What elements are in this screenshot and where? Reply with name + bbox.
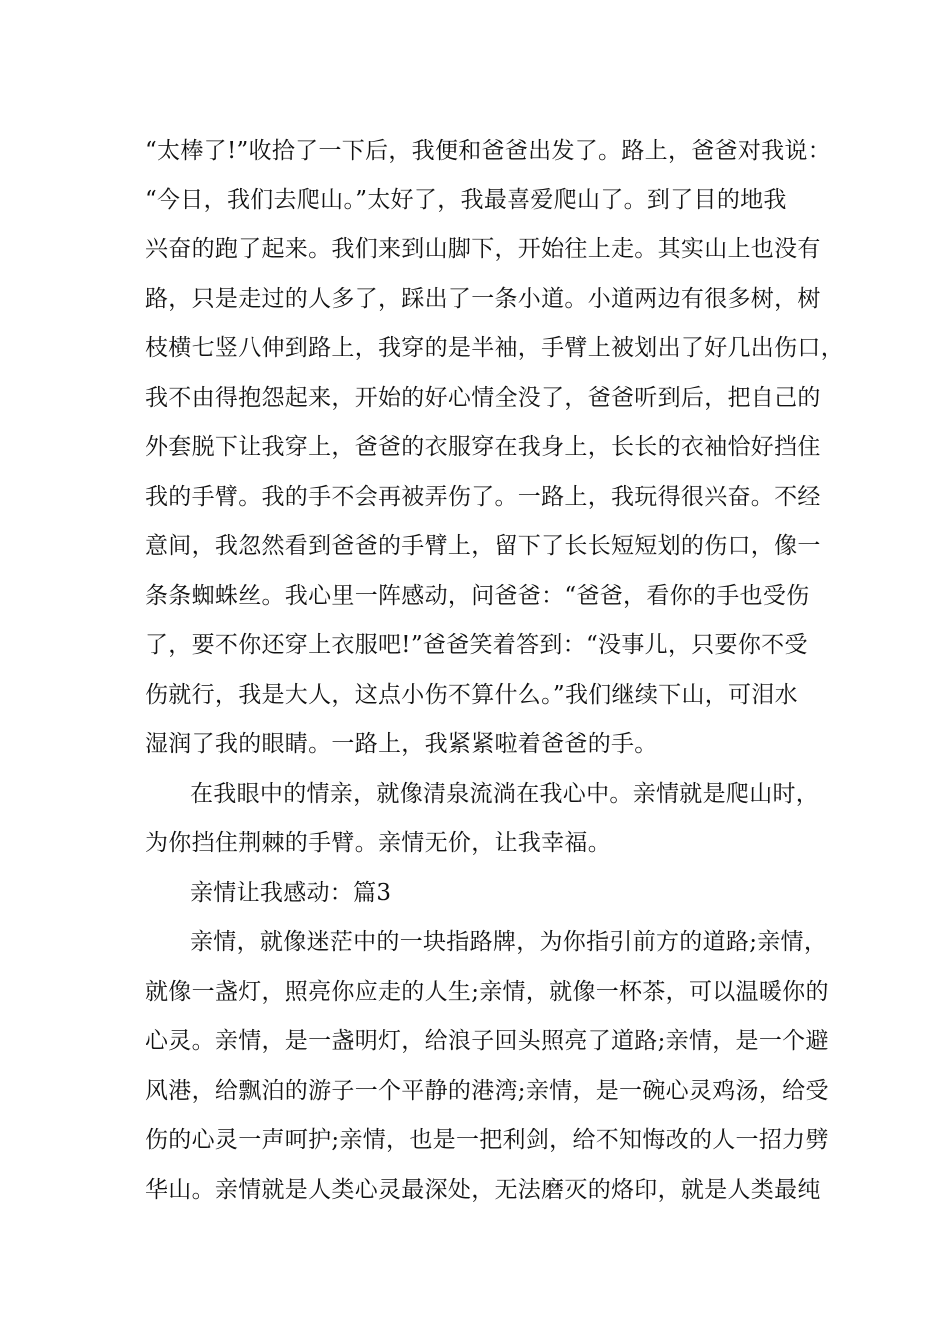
paragraph-line: 为你挡住荆棘的手臂。亲情无价，让我幸福。	[145, 830, 611, 856]
paragraph-line: 路，只是走过的人多了，踩出了一条小道。小道两边有很多树，树	[145, 286, 821, 312]
paragraph-line: 湿润了我的眼睛。一路上，我紧紧啦着爸爸的手。	[145, 731, 658, 757]
paragraph-line: 风港，给飘泊的游子一个平静的港湾;亲情，是一碗心灵鸡汤，给受	[145, 1078, 829, 1104]
paragraph-line: 我不由得抱怨起来，开始的好心情全没了，爸爸听到后，把自己的	[145, 385, 821, 411]
paragraph-line: 就像一盏灯，照亮你应走的人生;亲情，就像一杯茶，可以温暖你的	[145, 979, 829, 1005]
paragraph-line: 在我眼中的情亲，就像清泉流淌在我心中。亲情就是爬山时，	[190, 781, 820, 807]
paragraph-line: 外套脱下让我穿上，爸爸的衣服穿在我身上，长长的衣袖恰好挡住	[145, 434, 821, 460]
paragraph-line: 了，要不你还穿上衣服吧!”爸爸笑着答到：“没事儿，只要你不受	[145, 632, 808, 658]
paragraph-line: 兴奋的跑了起来。我们来到山脚下，开始往上走。其实山上也没有	[145, 236, 821, 262]
paragraph-line: 意间，我忽然看到爸爸的手臂上，留下了长长短短划的伤口，像一	[145, 533, 821, 559]
paragraph-line: 枝横七竖八伸到路上，我穿的是半袖，手臂上被划出了好几出伤口，	[145, 335, 844, 361]
paragraph-line: 条条蜘蛛丝。我心里一阵感动，问爸爸：“爸爸，看你的手也受伤	[145, 583, 810, 609]
section-heading: 亲情让我感动：篇3	[190, 880, 392, 906]
paragraph-line: 华山。亲情就是人类心灵最深处，无法磨灭的烙印，就是人类最纯	[145, 1177, 821, 1203]
paragraph-line: 我的手臂。我的手不会再被弄伤了。一路上，我玩得很兴奋。不经	[145, 484, 821, 510]
paragraph-line: “今日，我们去爬山。”太好了，我最喜爱爬山了。到了目的地我	[145, 187, 787, 213]
paragraph-line: “太棒了!”收拾了一下后，我便和爸爸出发了。路上，爸爸对我说：	[145, 138, 832, 164]
paragraph-line: 伤就行，我是大人，这点小伤不算什么。”我们继续下山，可泪水	[145, 682, 798, 708]
paragraph-line: 亲情，就像迷茫中的一块指路牌，为你指引前方的道路;亲情，	[190, 929, 828, 955]
paragraph-line: 伤的心灵一声呵护;亲情，也是一把利剑，给不知悔改的人一招力劈	[145, 1127, 829, 1153]
paragraph-line: 心灵。亲情，是一盏明灯，给浪子回头照亮了道路;亲情，是一个避	[145, 1028, 829, 1054]
